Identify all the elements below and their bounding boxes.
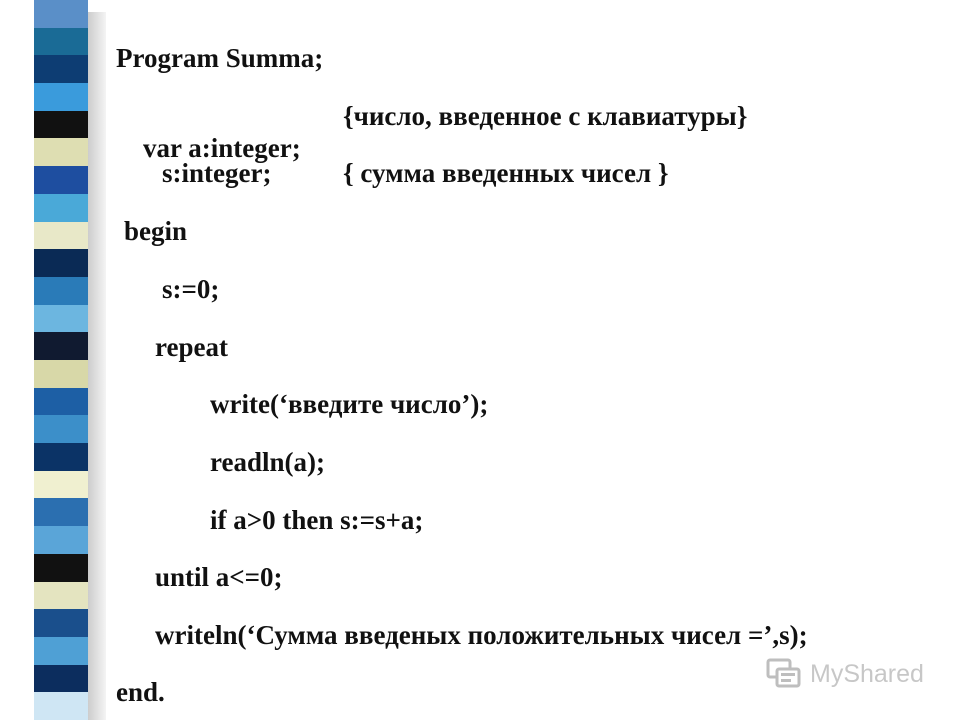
code-line-var-s: s:integer; [162, 158, 272, 188]
stripe-block [34, 111, 88, 139]
stripe-block [34, 443, 88, 471]
stripe-block [34, 55, 88, 83]
code-line-if: if a>0 then s:=s+a; [210, 505, 424, 535]
code-text: var a:integer; [143, 133, 301, 163]
comment-s: { сумма введенных чисел } [343, 158, 669, 188]
code-line-program: Program Summa; [116, 43, 324, 73]
stripe-block [34, 582, 88, 610]
stripe-block [34, 138, 88, 166]
stripe-block [34, 194, 88, 222]
stripe-block [34, 166, 88, 194]
stripe-block [34, 28, 88, 56]
stripe-block [34, 249, 88, 277]
stripe-block [34, 360, 88, 388]
code-line-readln: readln(a); [210, 447, 325, 477]
stripe-block [34, 471, 88, 499]
code-line-begin: begin [124, 216, 188, 246]
code-line-repeat: repeat [155, 332, 228, 362]
myshared-logo-icon [766, 657, 802, 691]
stripe-block [34, 415, 88, 443]
stripe-block [34, 305, 88, 333]
stripe-block [34, 554, 88, 582]
stripe-block [34, 83, 88, 111]
stripe-block [34, 0, 88, 28]
comment-a: {число, введенное с клавиатуры} [343, 101, 748, 131]
stripe-block [34, 526, 88, 554]
stripe-block [34, 637, 88, 665]
stripe-block [34, 388, 88, 416]
stripe-block [34, 222, 88, 250]
code-line-until: until a<=0; [155, 562, 283, 592]
code-line-writeln: writeln(‘Сумма введеных положительных чисел =’,s); [155, 620, 808, 650]
stripe-block [34, 498, 88, 526]
stripe-block [34, 277, 88, 305]
code-line-write: write(‘введите число’); [210, 389, 489, 419]
watermark [766, 654, 924, 694]
stripe-block [34, 609, 88, 637]
code-line-end: end. [116, 677, 165, 707]
decorative-stripe [34, 0, 88, 720]
code-line-s-init: s:=0; [162, 274, 220, 304]
watermark-text: MyShared [810, 659, 924, 688]
stripe-block [34, 332, 88, 360]
stripe-shadow [86, 12, 106, 720]
stripe-block [34, 692, 88, 720]
stripe-block [34, 665, 88, 693]
